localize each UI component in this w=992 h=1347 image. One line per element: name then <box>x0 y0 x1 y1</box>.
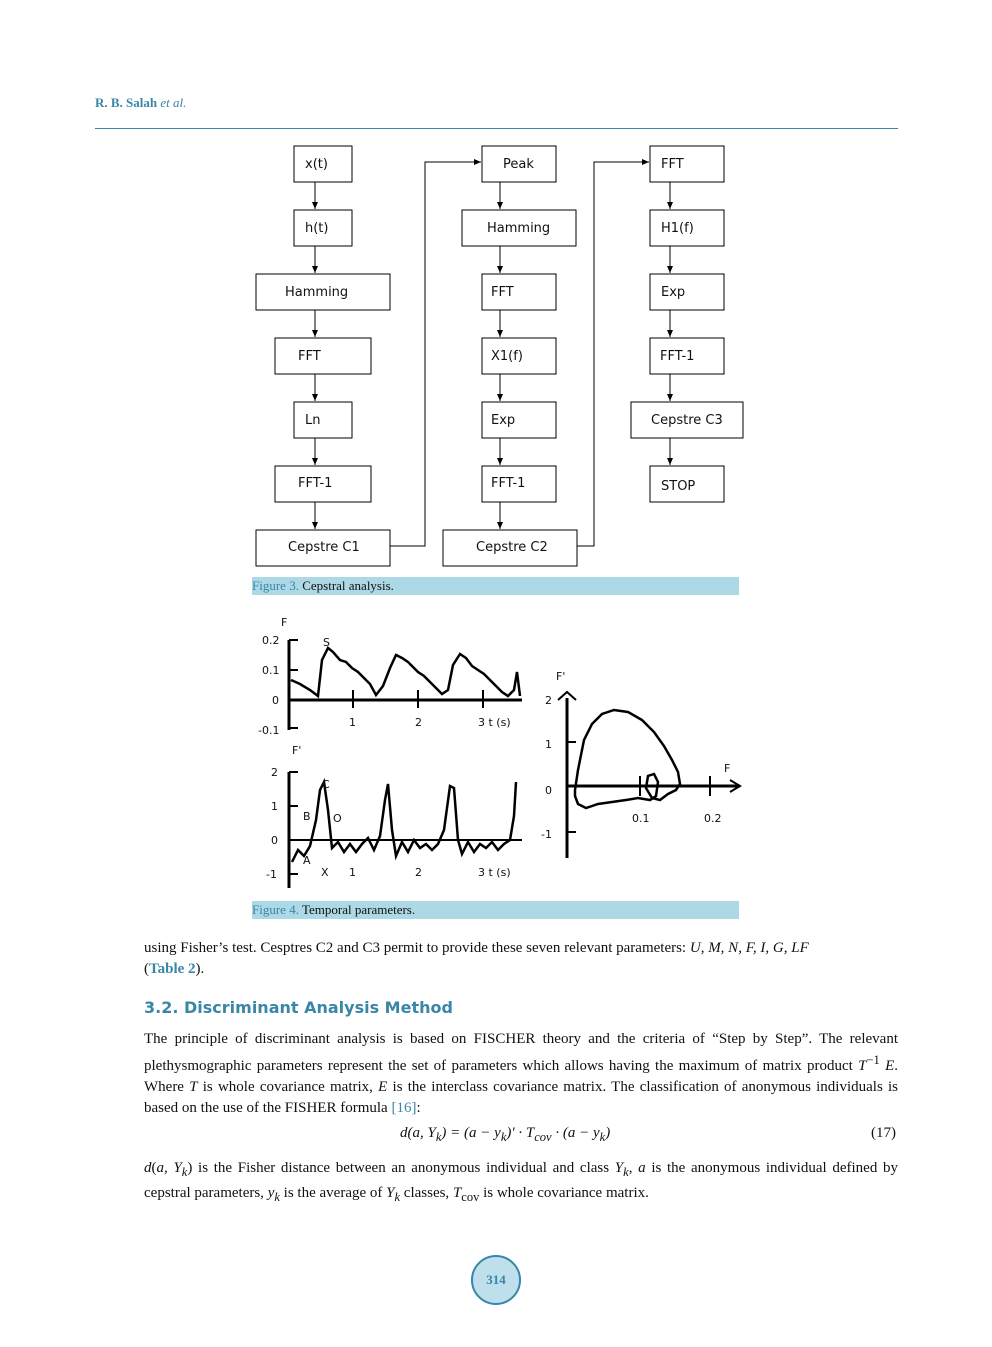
top-signal-line <box>291 648 520 696</box>
svg-text:C: C <box>322 778 330 791</box>
label-fft-3: FFT <box>661 157 684 172</box>
label-fft1-3: FFT-1 <box>660 349 695 364</box>
svg-text:1: 1 <box>545 738 552 751</box>
paragraph-fisher-distance: d(a, $Y_k$) is the Fisher distance between an anonymous individual and class $Y_k$, a is the anonymous individual defined by cepstral parameters, $y_k$ is the average of $Y_k$ classes, $T_{cov}$ is whole covariance matrix. <box>144 1160 899 1204</box>
svg-text:0.2: 0.2 <box>704 812 722 825</box>
label-stop: STOP <box>661 479 696 494</box>
label-ln: Ln <box>305 413 321 428</box>
label-xt: x(t) <box>305 157 328 172</box>
svg-text:F: F <box>724 762 731 775</box>
svg-text:-1: -1 <box>541 828 552 841</box>
paragraph-discriminant: The principle of discriminant analysis is based on FISCHER theory and the criteria of “Step by Step”. The relevant plethysmographic parameters represent the set of parameters which allows having the maximum of matrix product $T^{-1}$ E. Where T is whole covariance matrix, E is the interclass covariance matrix. The classification of anonymous individuals is based on the use of the FISHER formula [16]: <box>144 1031 899 1116</box>
svg-text:2: 2 <box>415 716 422 729</box>
svg-text:3 t (s): 3 t (s) <box>478 866 511 879</box>
label-fft1-1: FFT-1 <box>298 476 333 491</box>
svg-text:0: 0 <box>545 784 552 797</box>
phase-loop-line <box>575 710 680 808</box>
svg-text:F: F <box>281 616 288 629</box>
svg-text:B: B <box>303 810 311 823</box>
figure4-caption: Figure 4. Temporal parameters. <box>252 901 739 919</box>
svg-text:1: 1 <box>349 866 356 879</box>
label-cepstre-c1: Cepstre C1 <box>288 540 360 555</box>
svg-text:0.1: 0.1 <box>632 812 650 825</box>
label-fft1-2: FFT-1 <box>491 476 526 491</box>
figure3-caption: Figure 3. Cepstral analysis. <box>252 577 739 595</box>
svg-text:2: 2 <box>271 766 278 779</box>
box-ln <box>294 402 352 438</box>
label-peak: Peak <box>503 157 534 172</box>
figure3-flowchart <box>0 0 992 580</box>
label-fft-2: FFT <box>491 285 514 300</box>
svg-text:-0.1: -0.1 <box>258 724 280 737</box>
svg-text:1: 1 <box>271 800 278 813</box>
label-h1f: H1(f) <box>661 221 694 236</box>
label-exp-3: Exp <box>661 285 686 300</box>
svg-text:0: 0 <box>272 694 279 707</box>
svg-text:1: 1 <box>349 716 356 729</box>
svg-text:-1: -1 <box>266 868 277 881</box>
figure4-plots <box>0 600 992 900</box>
label-hamming-2: Hamming <box>487 221 551 236</box>
label-fft-1: FFT <box>298 349 321 364</box>
svg-text:0: 0 <box>271 834 278 847</box>
equation-number: (17) <box>871 1125 896 1141</box>
label-ht: h(t) <box>305 221 329 236</box>
citation-link[interactable]: [16] <box>391 1100 417 1116</box>
bottom-signal-line <box>292 782 516 862</box>
svg-text:2: 2 <box>415 866 422 879</box>
label-cepstre-c3: Cepstre C3 <box>651 413 723 428</box>
svg-text:F': F' <box>292 744 302 757</box>
svg-text:2: 2 <box>545 694 552 707</box>
running-header: R. B. Salah et al. <box>95 95 187 110</box>
svg-text:A: A <box>303 854 311 867</box>
svg-text:0.1: 0.1 <box>262 664 280 677</box>
box-fft-1 <box>275 338 371 374</box>
page-number: 314 <box>471 1255 521 1305</box>
section-heading: 3.2. Discriminant Analysis Method <box>144 998 453 1017</box>
svg-text:S: S <box>323 636 330 649</box>
fisher-equation: d(a, $Y_k) = (a - y_k)' \cdot T_{cov} \cdot (a - y_k)$ <box>400 1125 611 1144</box>
label-cepstre-c2: Cepstre C2 <box>476 540 548 555</box>
label-exp-2: Exp <box>491 413 516 428</box>
svg-text:F': F' <box>556 670 566 683</box>
table-link[interactable]: Table 2 <box>149 961 196 977</box>
label-hamming-1: Hamming <box>285 285 349 300</box>
svg-text:0.2: 0.2 <box>262 634 280 647</box>
svg-text:O: O <box>333 812 342 825</box>
svg-text:X: X <box>321 866 329 879</box>
svg-text:3 t (s): 3 t (s) <box>478 716 511 729</box>
label-x1f: X1(f) <box>491 349 523 364</box>
paragraph-fisher-test: using Fisher’s test. Cesptres C2 and C3 permit to provide these seven relevant parameters: U, M, N, F, I, G, LF (Table 2). <box>144 940 809 977</box>
